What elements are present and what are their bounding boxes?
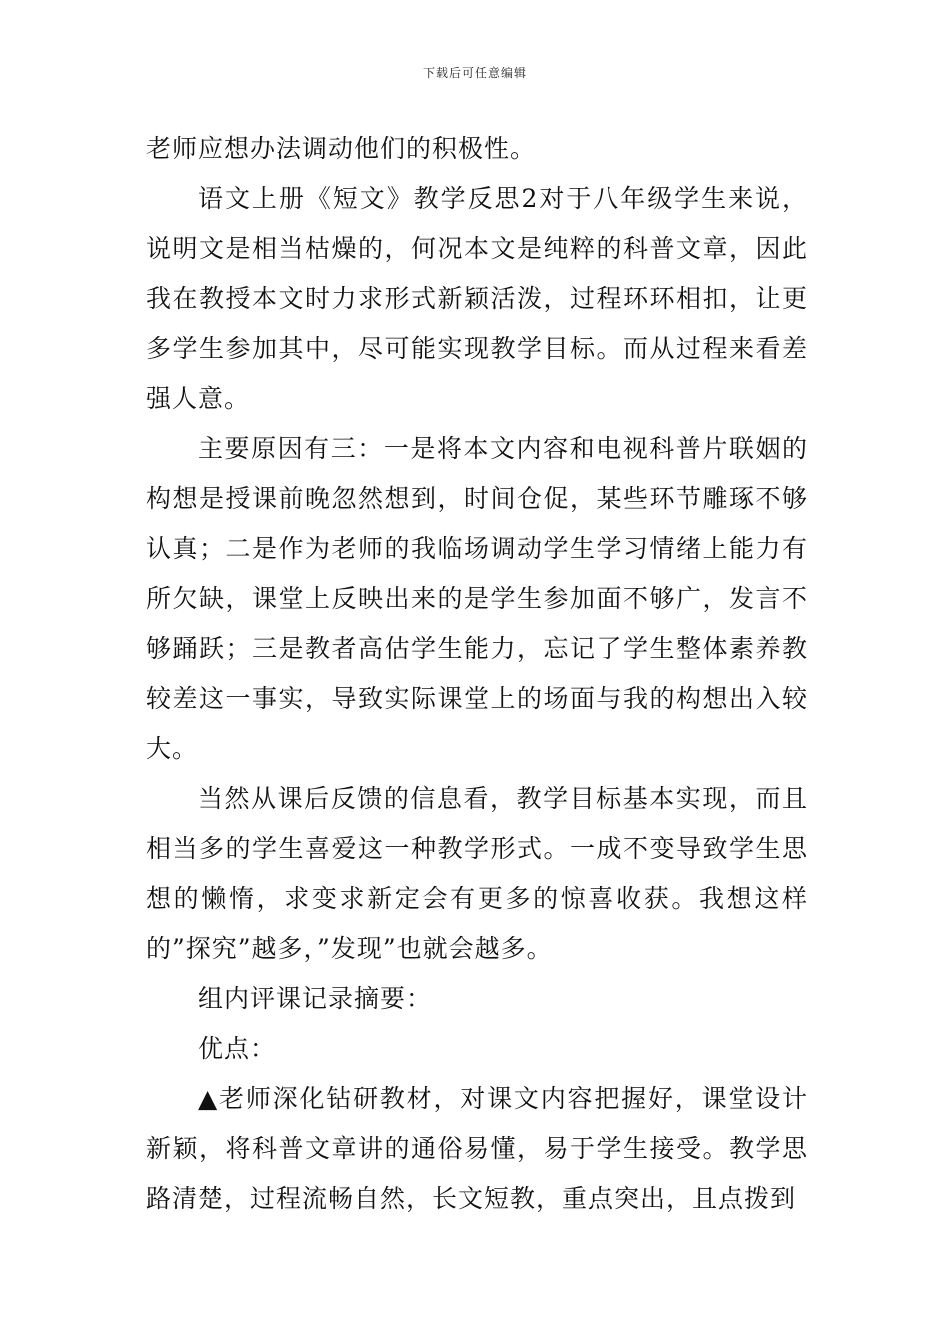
paragraph-group-review-heading: 组内评课记录摘要： <box>198 984 433 1013</box>
page-header: 下载后可任意编辑 <box>422 66 527 80</box>
paragraph-feedback: 当然从课后反馈的信息看，教学目标基本实现，而且相当多的学生喜爱这一种教学形式。一成不变导致学生思想的懒惰，求变求新定会有更多的惊喜收获。我想这样的”探究”越多，”发现”也就会越多。 <box>146 784 808 963</box>
paragraph-continuation: 老师应想办法调动他们的积极性。 <box>146 134 537 163</box>
paragraph-reflection-intro: 语文上册《短文》教学反思2对于八年级学生来说，说明文是相当枯燥的，何况本文是纯粹的科普文章，因此我在教授本文时力求形式新颖活泼，过程环环相扣，让更多学生参加其中，尽可能实现教学目标。而从过程来看差强人意。 <box>146 184 808 413</box>
document-body <box>146 124 808 1224</box>
paragraph-strengths-heading: 优点： <box>198 1034 277 1063</box>
paragraph-strength-item: ▲老师深化钻研教材，对课文内容把握好，课堂设计新颖，将科普文章讲的通俗易懂，易于学生接受。教学思路清楚，过程流畅自然，长文短教，重点突出，且点拨到 <box>146 1084 808 1213</box>
paragraph-main-reasons: 主要原因有三：一是将本文内容和电视科普片联姻的构想是授课前晚忽然想到，时间仓促，某些环节雕琢不够认真；二是作为老师的我临场调动学生学习情绪上能力有所欠缺，课堂上反映出来的是学生参加面不够广，发言不够踊跃；三是教者高估学生能力，忘记了学生整体素养教较差这一事实，导致实际课堂上的场面与我的构想出入较大。 <box>146 434 808 763</box>
